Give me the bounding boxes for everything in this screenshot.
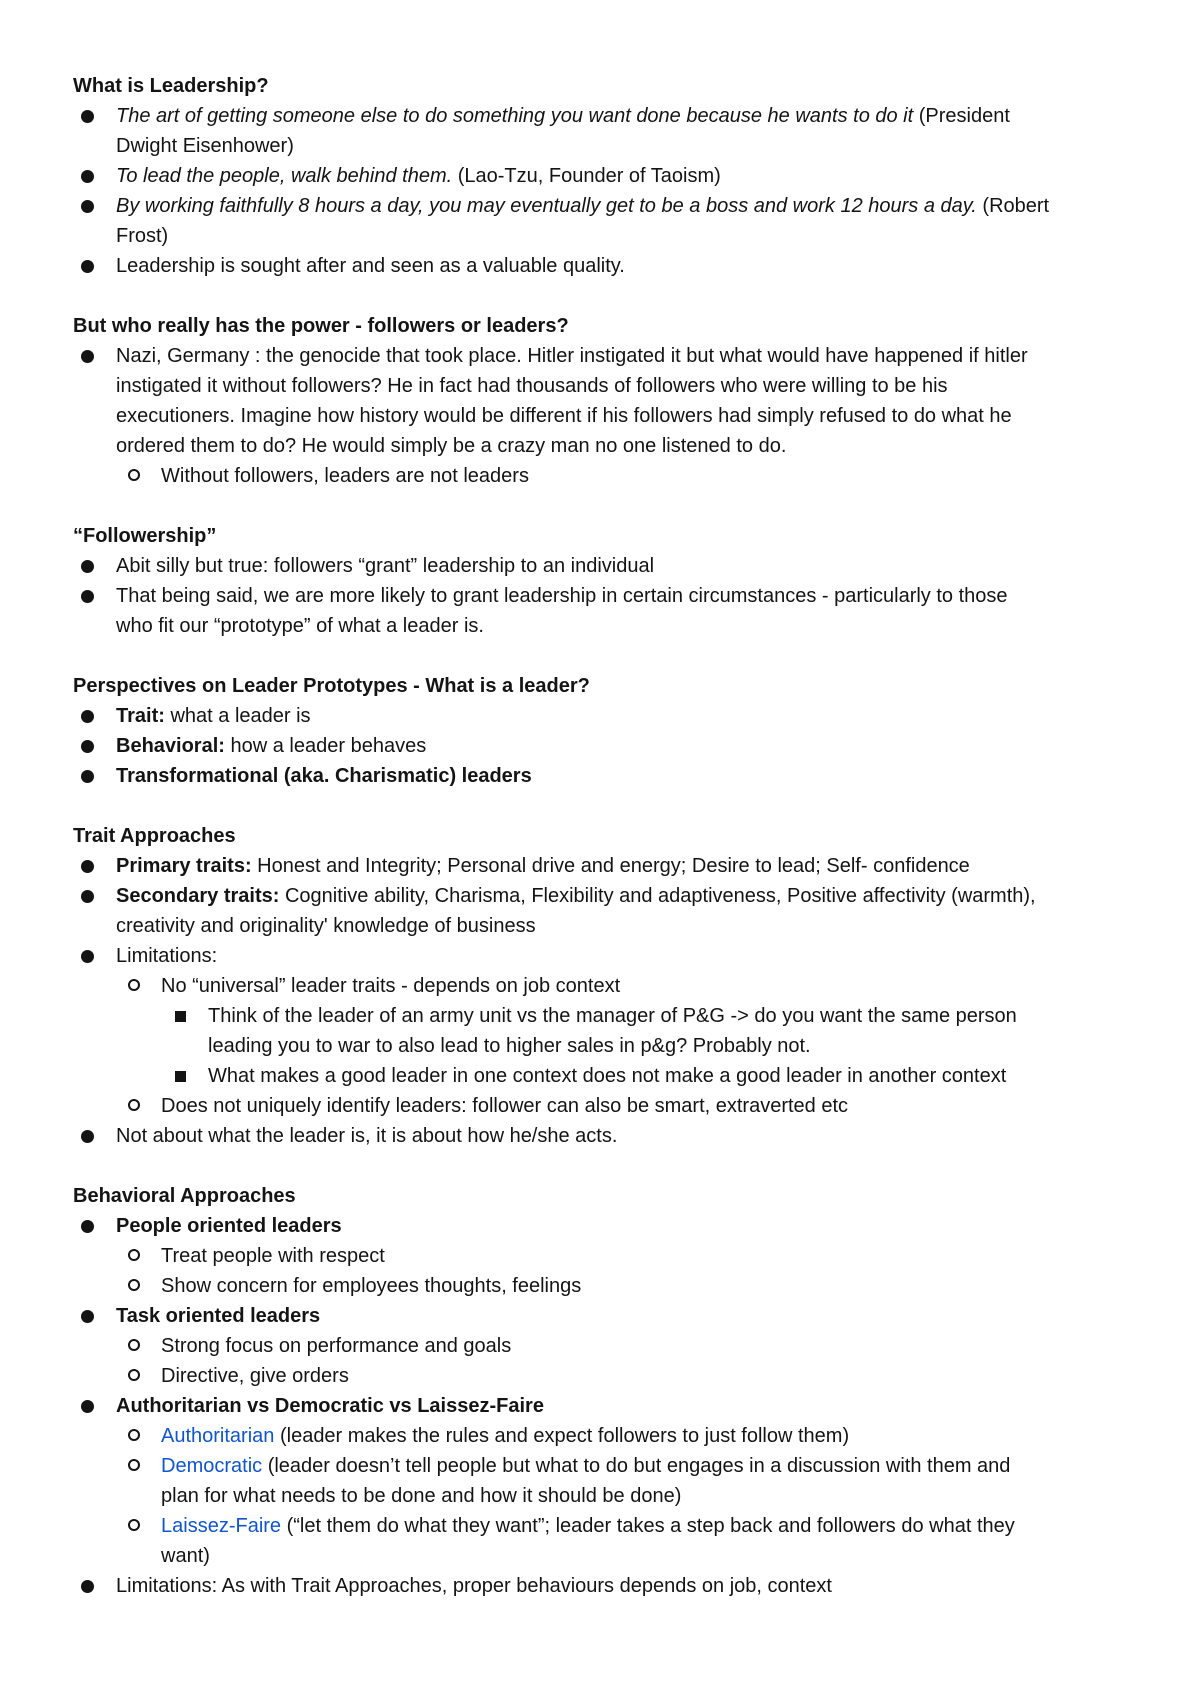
section-heading (0, 311, 1200, 341)
list-item-continuation: want) (161, 1545, 210, 1567)
bullet-icon (81, 740, 94, 753)
bullet-icon (81, 350, 94, 363)
bullet-icon (81, 950, 94, 963)
list-item: Authoritarian vs Democratic vs Laissez-Faire (0, 1391, 1200, 1421)
section-heading (0, 71, 1200, 101)
list-item (0, 761, 1200, 791)
circle-bullet-icon (128, 979, 140, 991)
bullet-icon (81, 1310, 94, 1323)
list-item: Task oriented leaders (0, 1301, 1200, 1331)
quote-source: (President (913, 105, 1010, 127)
bullet-icon (81, 770, 94, 783)
circle-bullet-icon (128, 1519, 140, 1531)
quote-text: By working faithfully 8 hours a day, you may eventually get to be a boss and work 12 hours a day. (116, 195, 977, 217)
bullet-icon (81, 890, 94, 903)
bullet-icon (81, 1220, 94, 1233)
bullet-icon (81, 1580, 94, 1593)
list-item (0, 161, 1200, 191)
bullet-icon (81, 1400, 94, 1413)
laissez-faire-link[interactable]: Laissez-Faire (161, 1515, 282, 1537)
list-item-continuation: plan for what needs to be done and how it should be done) (161, 1485, 682, 1507)
circle-bullet-icon (128, 469, 140, 481)
section-heading (0, 821, 1200, 851)
list-item: Not about what the leader is, it is about how he/she acts. (0, 1121, 1200, 1151)
list-item: Behavioral: how a leader behaves (0, 731, 1200, 761)
heading-text: Behavioral Approaches (73, 1185, 296, 1207)
list-item: Limitations: As with Trait Approaches, proper behaviours depends on job, context (0, 1571, 1200, 1601)
circle-bullet-icon (128, 1279, 140, 1291)
list-item-continuation: Dwight Eisenhower) (116, 135, 294, 157)
section-heading (0, 521, 1200, 551)
list-item-continuation: executioners. Imagine how history would be different if his followers had simply refused to do what he (116, 405, 1012, 427)
list-item: Limitations: (0, 941, 1200, 971)
sub-list-item: Does not uniquely identify leaders: follower can also be smart, extraverted etc (0, 1091, 1200, 1121)
circle-bullet-icon (128, 1369, 140, 1381)
bullet-icon (81, 170, 94, 183)
bullet-icon (81, 200, 94, 213)
democratic-link[interactable]: Democratic (161, 1455, 263, 1477)
list-item-continuation: leading you to war to also lead to higher sales in p&g? Probably not. (208, 1035, 811, 1057)
list-item: Nazi, Germany : the genocide that took place. Hitler instigated it but what would have happened if hitler (0, 341, 1200, 371)
list-item: Abit silly but true: followers “grant” leadership to an individual (0, 551, 1200, 581)
circle-bullet-icon (128, 1459, 140, 1471)
list-item: Primary traits: Honest and Integrity; Personal drive and energy; Desire to lead; Self- confidence (0, 851, 1200, 881)
section-heading (0, 1181, 1200, 1211)
square-bullet-icon (175, 1071, 186, 1082)
quote-text: The art of getting someone else to do something you want done because he wants to do it (116, 105, 914, 127)
circle-bullet-icon (128, 1249, 140, 1261)
heading-text: But who really has the power - followers or leaders? (73, 315, 569, 337)
bullet-icon (81, 860, 94, 873)
sub-list-item: Laissez-Faire (“let them do what they want”; leader takes a step back and followers do what they (0, 1511, 1200, 1541)
term-label: Trait: (116, 705, 165, 727)
bullet-icon (81, 590, 94, 603)
list-item: Leadership is sought after and seen as a valuable quality. (0, 251, 1200, 281)
bullet-icon (81, 110, 94, 123)
heading-text: Perspectives on Leader Prototypes - What is a leader? (73, 675, 590, 697)
sub-list-item: Treat people with respect (0, 1241, 1200, 1271)
circle-bullet-icon (128, 1099, 140, 1111)
list-item: That being said, we are more likely to grant leadership in certain circumstances - particularly to those (0, 581, 1200, 611)
heading-text: Trait Approaches (73, 825, 236, 847)
list-item: Secondary traits: Cognitive ability, Charisma, Flexibility and adaptiveness, Positive affectivity (warmth), (0, 881, 1200, 911)
term-label: Behavioral: (116, 735, 225, 757)
square-bullet-icon (175, 1011, 186, 1022)
bullet-icon (81, 260, 94, 273)
list-item-continuation: Frost) (116, 225, 169, 247)
heading-text: “Followership” (73, 525, 217, 547)
quote-source: (Lao-Tzu, Founder of Taoism) (452, 165, 721, 187)
quote-source: (Robert (976, 195, 1050, 217)
list-item-continuation: who fit our “prototype” of what a leader is. (116, 615, 484, 637)
list-item-continuation: instigated it without followers? He in fact had thousands of followers who were willing to be his (116, 375, 948, 397)
section-heading (0, 671, 1200, 701)
bullet-icon (81, 710, 94, 723)
list-item (0, 191, 1200, 221)
sub-list-item: Democratic (leader doesn’t tell people but what to do but engages in a discussion with them and (0, 1451, 1200, 1481)
list-item: Trait: what a leader is (0, 701, 1200, 731)
term-label: Transformational (aka. Charismatic) leaders (116, 765, 532, 787)
sub-list-item: Without followers, leaders are not leaders (0, 461, 1200, 491)
sub-list-item: No “universal” leader traits - depends on job context (0, 971, 1200, 1001)
bullet-icon (81, 560, 94, 573)
list-item: People oriented leaders (0, 1211, 1200, 1241)
heading-text: What is Leadership? (73, 75, 269, 97)
circle-bullet-icon (128, 1429, 140, 1441)
quote-text: To lead the people, walk behind them. (116, 165, 453, 187)
sub-sub-list-item: Think of the leader of an army unit vs the manager of P&G -> do you want the same person (0, 1001, 1200, 1031)
sub-list-item: Show concern for employees thoughts, feelings (0, 1271, 1200, 1301)
bullet-icon (81, 1130, 94, 1143)
sub-sub-list-item: What makes a good leader in one context does not make a good leader in another context (0, 1061, 1200, 1091)
list-item-continuation: creativity and originality' knowledge of business (116, 915, 536, 937)
term-label: Secondary traits: (116, 885, 280, 907)
sub-list-item: Authoritarian (leader makes the rules and expect followers to just follow them) (0, 1421, 1200, 1451)
authoritarian-link[interactable]: Authoritarian (161, 1425, 275, 1447)
list-item (0, 101, 1200, 131)
list-item-continuation: ordered them to do? He would simply be a crazy man no one listened to do. (116, 435, 787, 457)
circle-bullet-icon (128, 1339, 140, 1351)
sub-list-item: Directive, give orders (0, 1361, 1200, 1391)
sub-list-item: Strong focus on performance and goals (0, 1331, 1200, 1361)
term-label: Primary traits: (116, 855, 252, 877)
